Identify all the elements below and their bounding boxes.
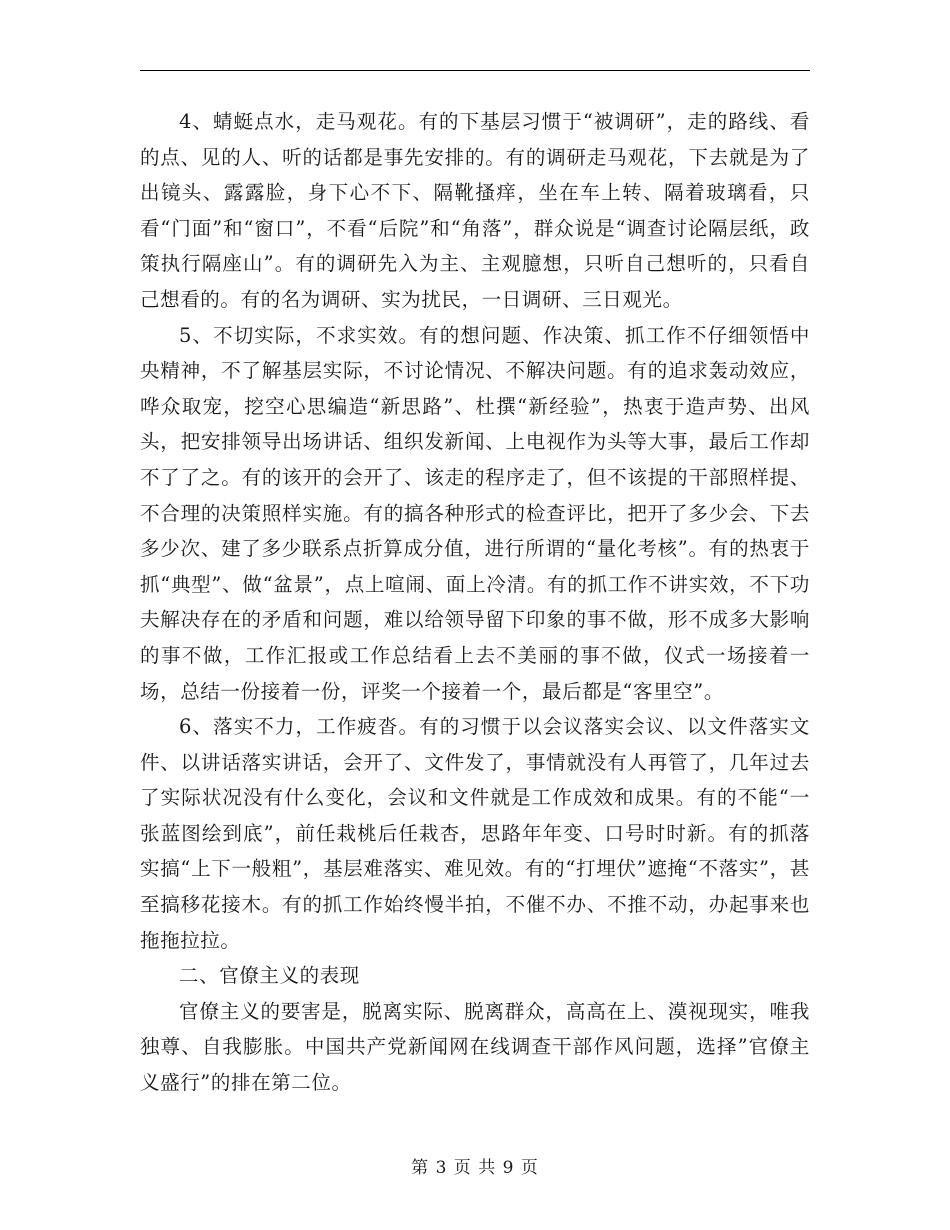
header-rule (140, 70, 810, 71)
paragraph-item-4: 4、蜻蜓点水，走马观花。有的下基层习惯于“被调研”，走的路线、看的点、见的人、听的话都是事先安排的。有的调研走马观花，下去就是为了出镜头、露露脸，身下心不下、隔靴搔痒，坐在车上转、隔着玻璃看，只看“门面”和“窗口”，不看“后院”和“角落”，群众说是“调查讨论隔层纸，政策执行隔座山”。有的调研先入为主、主观臆想，只听自己想听的，只看自己想看的。有的名为调研、实为扰民，一日调研、三日观光。 (140, 110, 810, 311)
document-body (140, 104, 810, 1101)
paragraph-item-5: 5、不切实际，不求实效。有的想问题、作决策、抓工作不仔细领悟中央精神，不了解基层实际，不讨论情况、不解决问题。有的追求轰动效应，哗众取宠，挖空心思编造“新思路”、杜撰“新经验”，热衷于造声势、出风头，把安排领导出场讲话、组织发新闻、上电视作为头等大事，最后工作却不了了之。有的该开的会开了、该走的程序走了，但不该提的干部照样提、不合理的决策照样实施。有的搞各种形式的检查评比，把开了多少会、下去多少次、建了多少联系点折算成分值，进行所谓的“量化考核”。有的热衷于抓“典型”、做“盆景”，点上喧闹、面上冷清。有的抓工作不讲实效，不下功夫解决存在的矛盾和问题，难以给领导留下印象的事不做，形不成多大影响的事不做，工作汇报或工作总结看上去不美丽的事不做，仪式一场接着一场，总结一份接着一份，评奖一个接着一个，最后都是“客里空”。 (140, 323, 810, 703)
paragraph-item-6: 6、落实不力，工作疲沓。有的习惯于以会议落实会议、以文件落实文件、以讲话落实讲话，会开了、文件发了，事情就没有人再管了，几年过去了实际状况没有什么变化，会议和文件就是工作成效和成果。有的不能“一张蓝图绘到底”，前任栽桃后任栽杏，思路年年变、口号时时新。有的抓落实搞“上下一般粗”，基层难落实、难见效。有的“打埋伏”遮掩“不落实”，甚至搞移花接木。有的抓工作始终慢半拍，不催不办、不推不动，办起事来也拖拖拉拉。 (140, 715, 810, 952)
section-heading: 二、官僚主义的表现 (179, 964, 360, 988)
page-number-footer: 第 3 页 共 9 页 (411, 1158, 539, 1178)
paragraph-bureaucracy: 官僚主义的要害是，脱离实际、脱离群众，高高在上、漠视现实，唯我独尊、自我膨胀。中国共产党新闻网在线调查干部作风问题，选择”官僚主义盛行”的排在第二位。 (140, 999, 810, 1095)
